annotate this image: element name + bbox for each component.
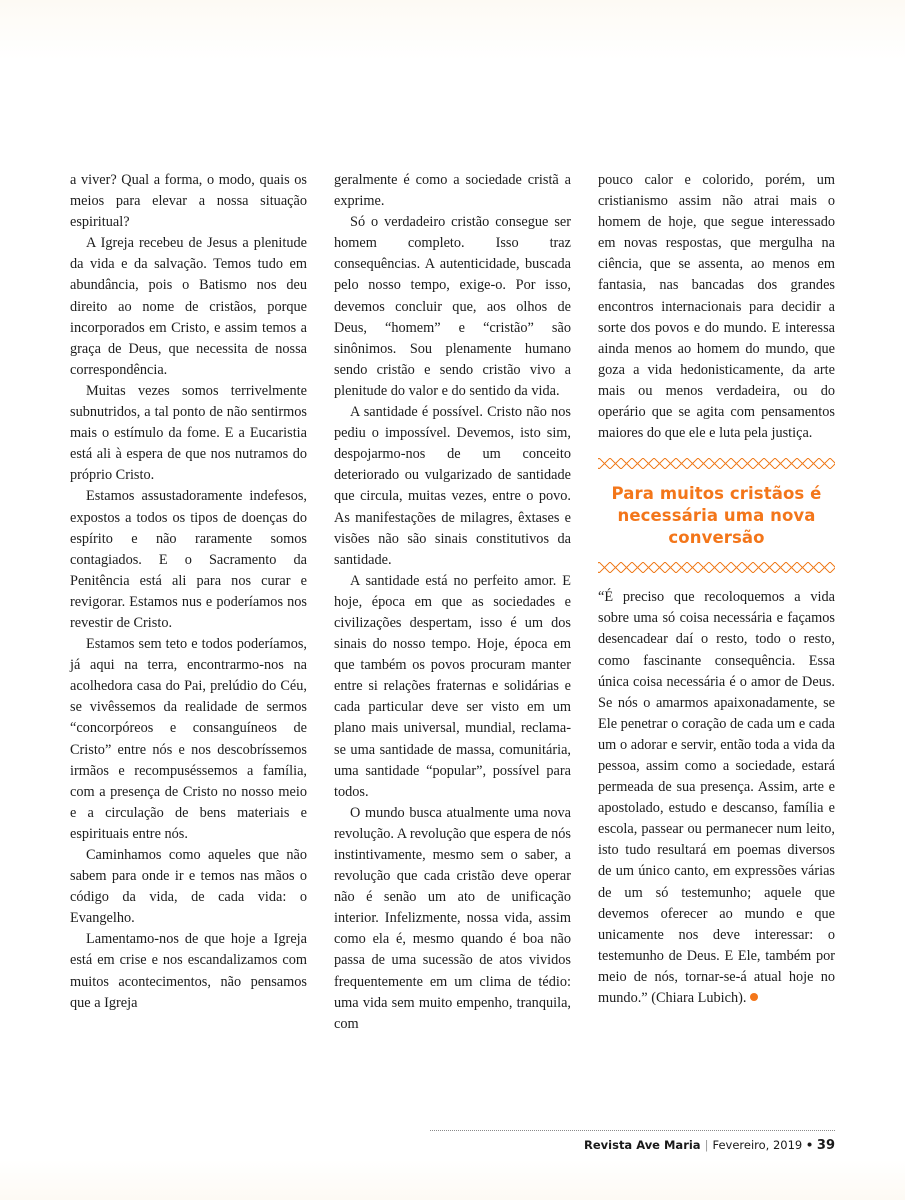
text-column-2 [334, 170, 571, 1035]
page-number: 39 [816, 1138, 835, 1153]
diamond-rule-top-icon [598, 458, 835, 469]
paragraph: Só o verdadeiro cristão consegue ser homem completo. Isso traz consequências. A autenticidade, buscada pelo nosso tempo, exige-o. Por isso, devemos concluir que, aos olhos de Deus, “homem” e “cristão” são sinônimos. Sou plenamente humano sendo cristão e sendo cristão vivo a plenitude do valor e do sentido da vida. [334, 214, 571, 399]
page-footer [430, 1130, 835, 1156]
paragraph [598, 587, 835, 1009]
end-of-article-dot-icon [750, 993, 758, 1001]
paragraph: Estamos assustadoramente indefesos, expostos a todos os tipos de doenças do espírito e não raramente somos contagiados. E o Sacramento da Penitência está ali para nos curar e revigorar. Estamos nus e poderíamos nos revestir de Cristo. [70, 488, 307, 631]
text-column-3 [598, 170, 835, 1035]
paragraph: a viver? Qual a forma, o modo, quais os meios para elevar a nossa situação espiritual? [70, 172, 307, 231]
footer-brand: Revista Ave Maria [584, 1138, 701, 1152]
page-bottom-tint [0, 1160, 905, 1200]
paragraph: Caminhamos como aqueles que não sabem para onde ir e temos nas mãos o código da vida, de cada vida: o Evangelho. [70, 847, 307, 927]
text-column-1 [70, 170, 307, 1035]
paragraph: A Igreja recebeu de Jesus a plenitude da vida e da salvação. Temos tudo em abundância, pois o Batismo nos deu direito ao nome de cristãos, porque incorporados em Cristo, e assim temos a graça de Deus, que necessita de nossa correspondência. [70, 235, 307, 378]
paragraph: geralmente é como a sociedade cristã a exprime. [334, 172, 571, 210]
paragraph: Estamos sem teto e todos poderíamos, já aqui na terra, encontrarmo-nos na acolhedora casa do Pai, prelúdio do Céu, se vivêssemos da realidade de sermos “concorpóreos e consanguíneos de Cristo” entre nós e nos descobríssemos irmãos e recompuséssemos a família, com a presença de Cristo no nosso meio e a circulação de bens materiais e espirituais entre nós. [70, 636, 307, 842]
paragraph-text: “É preciso que recoloquemos a vida sobre uma só coisa necessária e façamos desencadear daí o resto, todo o resto, como fascinante consequência. Essa única coisa necessária é o amor de Deus. Se nós o amarmos apaixonadamente, se Ele penetrar o coração de cada um e cada um o adorar e servir, então toda a vida da pessoa, assim como a sociedade, estará permeada de sua presença. Assim, arte e apostolado, estudo e descanso, família e escola, passear ou permanecer num leito, isto tudo resultará em poemas diversos de um único canto, em expressões várias de um só testemunho; aquele que devemos oferecer ao mundo e que unicamente nos deve interessar: o testemunho de Deus. E Ele, também por meio de nós, tornar-se-á atual hoje no mundo.” (Chiara Lubich). [598, 589, 835, 1006]
footer-issue: Fevereiro, 2019 [712, 1138, 803, 1152]
paragraph: pouco calor e colorido, porém, um cristianismo assim não atrai mais o homem de hoje, que segue interessado em novas respostas, que mergulha na ciência, que se assenta, ao menos em fantasia, nas bancadas dos grandes encontros internacionais para decidir a sorte dos povos e do mundo. E interessa ainda menos ao homem do mundo, que goza a vida hedonisticamente, da arte mais ou menos verdadeira, ou do operário que se agita com pensamentos maiores do que ele e luta pela justiça. [598, 172, 835, 442]
footer-separator: | [704, 1138, 709, 1152]
paragraph: O mundo busca atualmente uma nova revolução. A revolução que espera de nós instintivamente, mesmo sem o saber, a revolução que cada cristão deve operar não é senão um ato de unificação interior. Infelizmente, nossa vida, assim como ela é, mesmo quando é boa não passa de uma sucessão de atos vividos frequentemente em um clima de tédio: uma vida sem muito empenho, tranquila, com [334, 804, 572, 1032]
footer-credit [584, 1138, 835, 1153]
paragraph: A santidade está no perfeito amor. E hoje, época em que as sociedades e civilizações despertam, isso é um dos sinais do nosso tempo. Hoje, época em que também os povos procuram manter entre si relações fraternas e solidárias e cada particular deve ser visto em um plano mais universal, mundial, reclama-se uma santidade de massa, comunitária, uma santidade “popular”, possível para todos. [334, 572, 571, 800]
footer-divider [430, 1130, 835, 1131]
footer-bullet-icon: • [805, 1138, 814, 1152]
pullquote-text: Para muitos cristãos é necessária uma nova conversão [611, 484, 822, 548]
paragraph: Lamentamo-nos de que hoje a Igreja está em crise e nos escandalizamos com muitos acontecimentos, não pensamos que a Igreja [70, 931, 307, 1011]
paragraph: A santidade é possível. Cristo não nos pediu o impossível. Devemos, isto sim, despojarmo-nos de um conceito deteriorado ou vulgarizado de santidade que circula, muitas vezes, entre o povo. As manifestações de milagres, êxtases e visões não são sinais constitutivos da santidade. [334, 404, 571, 568]
article-columns [70, 170, 836, 1035]
pullquote [598, 458, 835, 573]
page-top-tint [0, 0, 905, 60]
paragraph: Muitas vezes somos terrivelmente subnutridos, a tal ponto de não sentirmos mais o estímulo da fome. E a Eucaristia está ali à espera de que nos nutramos do próprio Cristo. [70, 382, 307, 484]
diamond-rule-bottom-icon [598, 562, 835, 573]
